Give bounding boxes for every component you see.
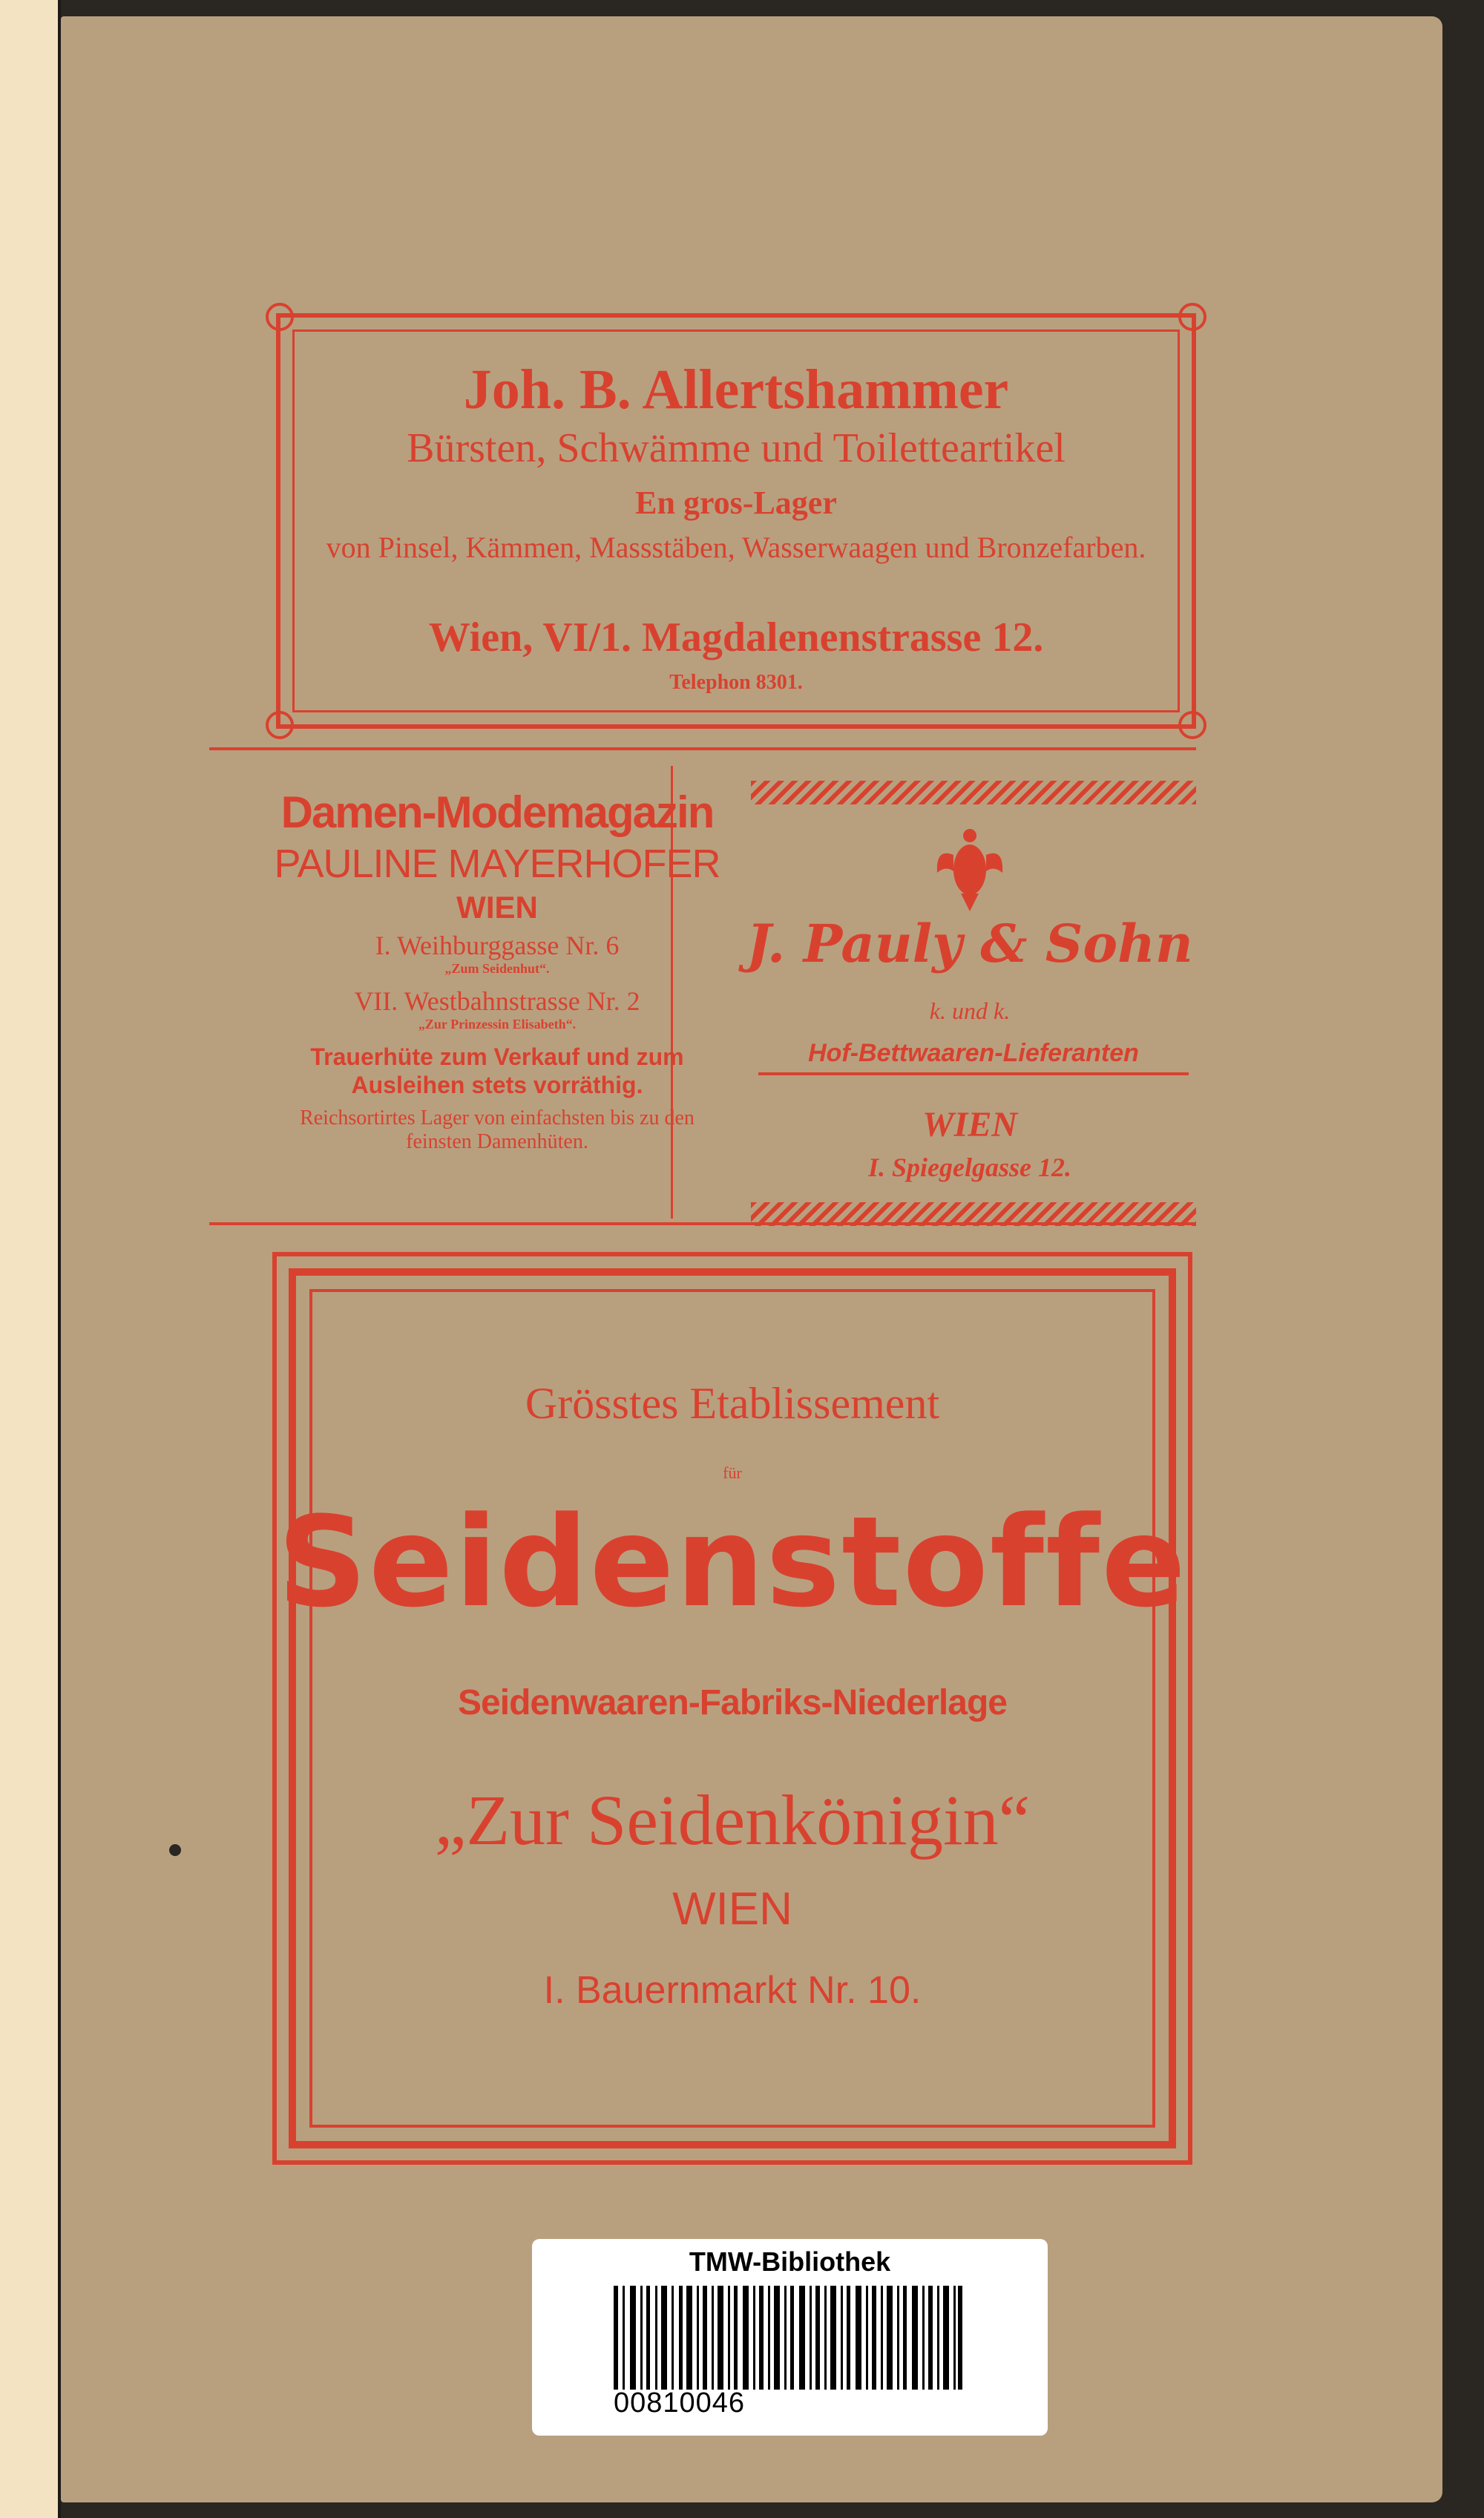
ad-text: Trauerhüte zum Verkauf und zum Ausleihen stets vorräthig. <box>310 1043 684 1098</box>
ad-note: „Zur Prinzessin Elisabeth“. <box>418 1017 577 1032</box>
ad-city: WIEN <box>672 1883 792 1935</box>
ad-title: J. Pauly & Sohn <box>746 913 1193 974</box>
barcode-number: 00810046 <box>614 2387 746 2419</box>
ad-title: Damen-Modemagazin <box>280 787 714 837</box>
divider-rule <box>209 747 1196 750</box>
ad-line: für <box>723 1463 742 1482</box>
ad-address: Wien, VI/1. Magdalenenstrasse 12. <box>428 614 1044 660</box>
ad-allertshammer <box>276 313 1196 729</box>
ad-shop-name: „Zur Seidenkönigin“ <box>434 1780 1031 1860</box>
ad-city: WIEN <box>456 890 538 925</box>
corner-ornament <box>266 711 294 739</box>
barcode-icon <box>614 2282 962 2393</box>
ad-line: k. und k. <box>929 997 1011 1024</box>
hatch-border <box>751 1202 1196 1226</box>
ad-address: I. Bauernmarkt Nr. 10. <box>543 1969 922 2012</box>
ad-line: von Pinsel, Kämmen, Massstäben, Wasserwaagen und Bronzefarben. <box>326 531 1146 564</box>
ad-pauly <box>743 781 1196 1226</box>
ad-seidenstoffe <box>272 1252 1192 2165</box>
corner-ornament <box>266 303 294 331</box>
ad-note: „Zum Seidenhut“. <box>444 961 550 976</box>
ad-mayerhofer <box>267 781 727 1226</box>
ad-line: En gros-Lager <box>635 485 837 521</box>
corner-ornament <box>1178 711 1206 739</box>
ad-text: Reichsortirtes Lager von einfachsten bis zu den feinsten Damenhüten. <box>300 1106 695 1153</box>
ad-line: Seidenwaaren-Fabriks-Niederlage <box>458 1683 1007 1722</box>
ad-line: Hof-Bettwaaren-Lieferanten <box>758 1039 1189 1075</box>
ad-headline: Seidenstoffe <box>277 1489 1188 1635</box>
ad-title: Joh. B. Allertshammer <box>463 358 1009 421</box>
label-title: TMW-Bibliothek <box>689 2246 891 2277</box>
ad-address: I. Spiegelgasse 12. <box>868 1153 1071 1182</box>
page-spine <box>0 0 61 2518</box>
ad-address: I. Weihburggasse Nr. 6 <box>375 931 620 960</box>
ad-address: VII. Westbahnstrasse Nr. 2 <box>354 986 640 1016</box>
ad-line: Grösstes Etablissement <box>525 1379 940 1428</box>
ink-dot <box>169 1844 181 1856</box>
page <box>61 16 1442 2502</box>
eagle-icon <box>933 825 1007 914</box>
ad-city: WIEN <box>922 1105 1018 1144</box>
ad-phone: Telephon 8301. <box>669 671 803 694</box>
ad-subtitle: Bürsten, Schwämme und Toiletteartikel <box>407 425 1066 471</box>
hatch-border <box>751 781 1196 804</box>
ad-name: PAULINE MAYERHOFER <box>274 842 720 886</box>
library-barcode-label <box>532 2239 1048 2436</box>
corner-ornament <box>1178 303 1206 331</box>
